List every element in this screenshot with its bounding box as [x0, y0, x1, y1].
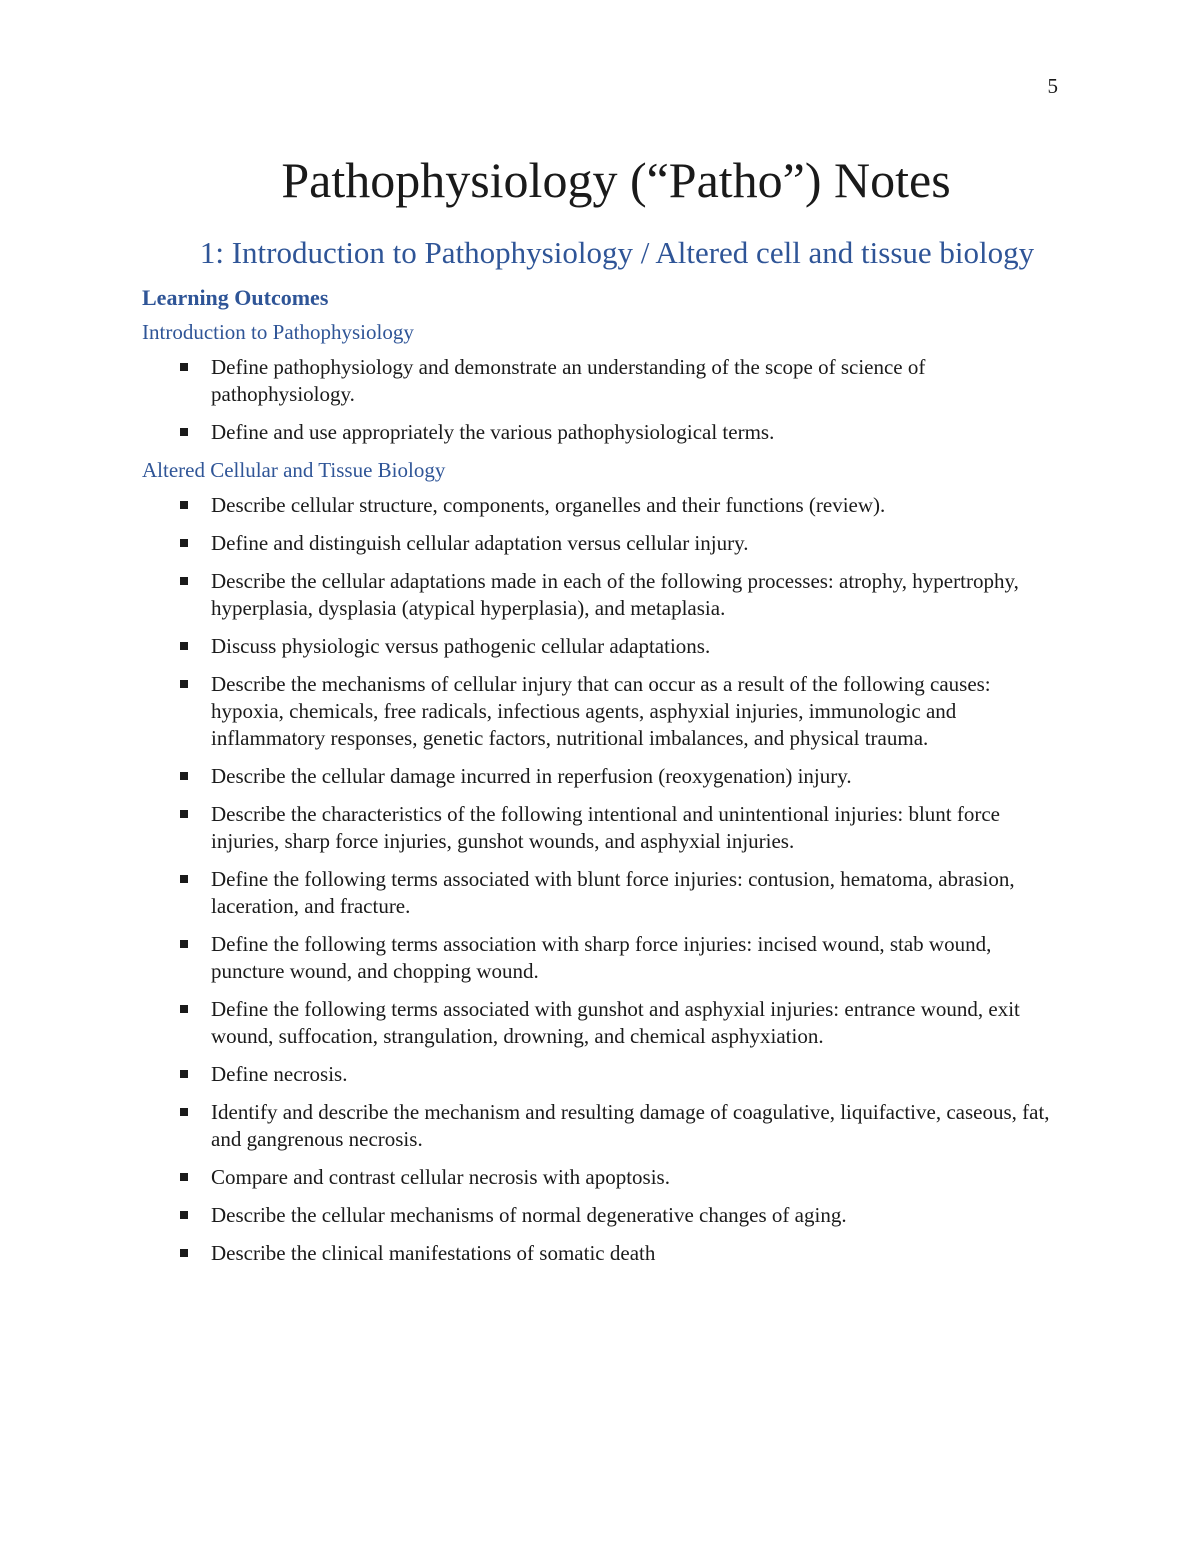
list-item-text: Define the following terms association with sharp force injuries: incised wound, stab wound, puncture wound, and chopping wound. — [211, 932, 992, 984]
list-item-text: Describe the cellular damage incurred in reperfusion (reoxygenation) injury. — [211, 764, 852, 789]
content-body — [142, 284, 1057, 1278]
square-bullet-icon — [180, 428, 188, 436]
list-item-text: Describe the cellular adaptations made in each of the following processes: atrophy, hypertrophy, hyperplasia, dysplasia (atypical hyperplasia), and metaplasia. — [211, 569, 1019, 621]
learning-outcomes-heading: Learning Outcomes — [142, 285, 329, 310]
list-item-text: Discuss physiologic versus pathogenic cellular adaptations. — [211, 634, 711, 659]
list-item-text: Define the following terms associated with blunt force injuries: contusion, hematoma, abrasion, laceration, and fracture. — [211, 867, 1015, 919]
list-item-text: Describe the mechanisms of cellular injury that can occur as a result of the following causes: hypoxia, chemicals, free radicals, infectious agents, asphyxial injuries, immunologic and inflammatory responses, genetic factors, nutritional imbalances, and physical trauma. — [211, 672, 991, 751]
list-item-text: Describe the characteristics of the following intentional and unintentional injuries: blunt force injuries, sharp force injuries, gunshot wounds, and asphyxial injuries. — [211, 802, 1001, 854]
list-item-text: Define pathophysiology and demonstrate an understanding of the scope of science of pathophysiology. — [211, 354, 926, 406]
square-bullet-icon — [180, 1070, 188, 1078]
section-heading-intro: Introduction to Pathophysiology — [142, 319, 414, 344]
section-heading-altered-biology: Altered Cellular and Tissue Biology — [142, 457, 446, 482]
list-item — [142, 1202, 1057, 1229]
square-bullet-icon — [180, 1005, 188, 1013]
square-bullet-icon — [180, 363, 188, 371]
square-bullet-icon — [180, 1249, 188, 1257]
list-item — [142, 568, 1057, 622]
square-bullet-icon — [180, 940, 188, 948]
list-item-text: Describe the clinical manifestations of somatic death — [211, 1241, 656, 1266]
square-bullet-icon — [180, 642, 188, 650]
square-bullet-icon — [180, 772, 188, 780]
square-bullet-icon — [180, 501, 188, 509]
list-item-text: Define and use appropriately the various pathophysiological terms. — [211, 419, 775, 444]
list-item — [142, 671, 1057, 752]
list-item — [142, 492, 1057, 519]
square-bullet-icon — [180, 1211, 188, 1219]
list-item — [142, 419, 1057, 446]
outcomes-list-altered-biology — [142, 492, 1057, 1267]
list-item — [142, 530, 1057, 557]
list-item — [142, 801, 1057, 855]
list-item — [142, 763, 1057, 790]
list-item-text: Describe the cellular mechanisms of normal degenerative changes of aging. — [211, 1203, 847, 1228]
chapter-heading: 1: Introduction to Pathophysiology / Altered cell and tissue biology — [199, 235, 1035, 270]
list-item — [142, 1099, 1057, 1153]
list-item-text: Identify and describe the mechanism and resulting damage of coagulative, liquifactive, caseous, fat, and gangrenous necrosis. — [211, 1100, 1050, 1152]
list-item — [142, 1061, 1057, 1088]
list-item — [142, 866, 1057, 920]
square-bullet-icon — [180, 810, 188, 818]
square-bullet-icon — [180, 680, 188, 688]
square-bullet-icon — [180, 1173, 188, 1181]
square-bullet-icon — [180, 875, 188, 883]
list-item-text: Define necrosis. — [211, 1062, 348, 1087]
list-item — [142, 1240, 1057, 1267]
list-item-text: Define the following terms associated with gunshot and asphyxial injuries: entrance wound, exit wound, suffocation, strangulation, drowning, and chemical asphyxiation. — [211, 997, 1020, 1049]
list-item — [142, 996, 1057, 1050]
list-item-text: Compare and contrast cellular necrosis with apoptosis. — [211, 1165, 670, 1190]
list-item — [142, 931, 1057, 985]
list-item — [142, 1164, 1057, 1191]
square-bullet-icon — [180, 1108, 188, 1116]
square-bullet-icon — [180, 539, 188, 547]
page-number: 5 — [1047, 74, 1058, 98]
list-item — [142, 354, 1057, 408]
list-item — [142, 633, 1057, 660]
list-item-text: Define and distinguish cellular adaptation versus cellular injury. — [211, 531, 749, 556]
list-item-text: Describe cellular structure, components, organelles and their functions (review). — [211, 493, 886, 518]
square-bullet-icon — [180, 577, 188, 585]
outcomes-list-intro — [142, 354, 1057, 446]
document-title: Pathophysiology (“Patho”) Notes — [281, 152, 951, 208]
